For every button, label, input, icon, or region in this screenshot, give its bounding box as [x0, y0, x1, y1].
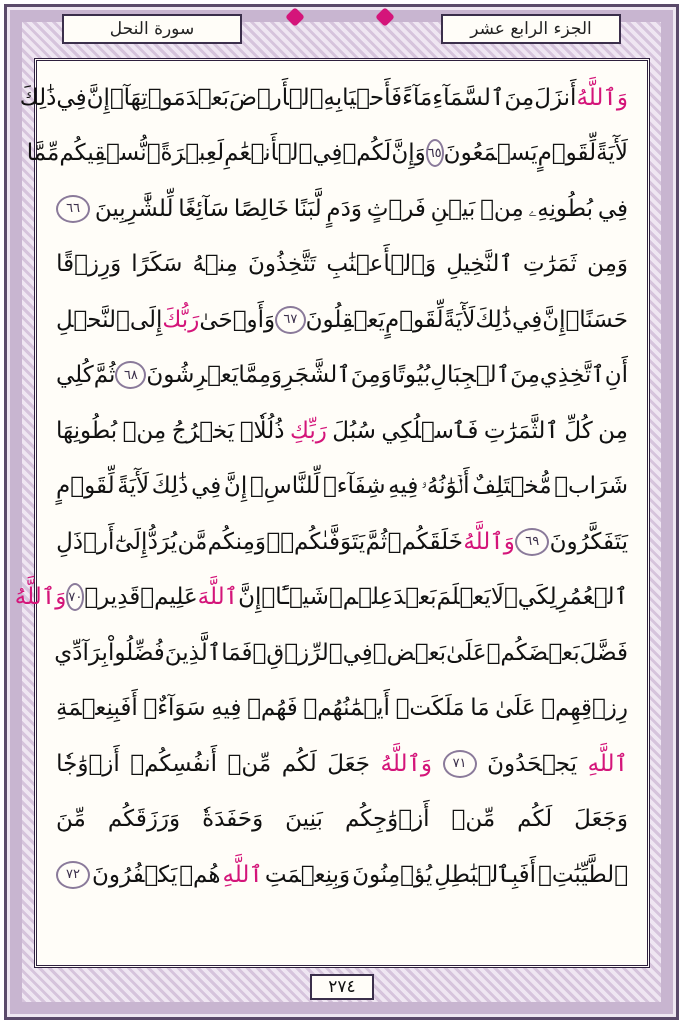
word: كُلِي: [56, 362, 94, 389]
quran-text-block: [14, 70, 628, 903]
word: وَدَمٍ: [326, 195, 363, 222]
word: كُلِّ: [564, 417, 593, 444]
word: يُرَدُّ: [147, 528, 178, 555]
text-line: [56, 792, 628, 848]
juz-title: الجزء الرابع عشر: [441, 14, 621, 44]
word: يَتَفَكَّرُونَ: [549, 528, 628, 555]
text-line: [56, 625, 628, 681]
word: مِنَ: [504, 84, 535, 111]
word: وَمِن: [587, 251, 628, 278]
word: فِي: [512, 306, 543, 333]
word: بَعۡدَ: [393, 584, 437, 611]
word: أَرۡذَلِ: [56, 528, 115, 555]
word: ثَمَرَٰتِ: [522, 251, 577, 278]
word: وَٱللَّهُ: [14, 584, 67, 611]
word: مُّخۡتَلِفٌ: [472, 473, 552, 500]
word: لِكَيۡ: [503, 584, 557, 611]
word: بَعۡضٖ: [372, 639, 447, 666]
word: مَا: [470, 695, 490, 722]
word: لَكُم: [281, 750, 317, 777]
ayah-number-marker: ٦٩: [515, 528, 549, 556]
word: لَكُم: [517, 806, 553, 833]
text-line: [56, 681, 628, 737]
word: لَعِبۡرَةًۖ: [146, 140, 225, 167]
word: لَأٓيَةً: [117, 473, 150, 500]
word: وَحَفَدَةٗ: [202, 806, 264, 833]
word: إِنَّ: [542, 306, 566, 333]
word: إِنَّ: [86, 84, 110, 111]
word: ٱلنَّحۡلِ: [56, 306, 130, 333]
ayah-number-marker: ٧١: [443, 750, 477, 778]
word: لَكُمۡ: [342, 140, 392, 167]
text-line: [56, 292, 628, 348]
word: وَرِزۡقًا: [56, 251, 122, 278]
word: وَٱللَّهُ: [463, 528, 515, 555]
word: لَأٓيَةً: [596, 140, 628, 167]
word: خَالِصًا: [233, 195, 290, 222]
word: مِّنۡ: [227, 750, 272, 777]
word: ٱلنَّخِيلِ: [446, 251, 513, 278]
word: بَعۡضَكُمۡ: [486, 639, 580, 666]
word: رِزۡقِهِمۡ: [541, 695, 628, 722]
word: لَا: [490, 584, 504, 611]
word: مِن: [598, 417, 628, 444]
word: يَجۡحَدُونَ: [487, 750, 578, 777]
word: مِّنَ: [56, 806, 86, 833]
text-line: [56, 348, 628, 404]
word: يَسۡمَعُونَ: [443, 140, 538, 167]
ayah-number-marker: ٦٨: [115, 361, 146, 389]
word: أَنِ: [604, 362, 628, 389]
word: فِي: [597, 195, 628, 222]
page-number: ٢٧٤: [310, 974, 374, 1000]
word: يَتَوَفَّىٰكُمۡۚ: [266, 528, 366, 555]
word: بِهِ: [323, 84, 343, 111]
word: أَزۡوَٰجٗا: [56, 750, 120, 777]
word: شِفَآءٞ: [322, 473, 386, 500]
word: وَأَوۡحَىٰ: [199, 306, 276, 333]
word: قَدِيرٞ: [84, 584, 141, 611]
word: أَيۡمَٰنُهُمۡ: [303, 695, 390, 722]
word: أَزۡوَٰجِكُم: [344, 806, 430, 833]
word: يَعۡرِشُونَ: [146, 362, 239, 389]
word: وَجَعَلَ: [574, 806, 628, 833]
word: عَلِيمٞ: [140, 584, 198, 611]
word: فَمَا: [221, 639, 253, 666]
word: ذُلُلٗاۚ: [239, 417, 285, 444]
word: فِي: [312, 140, 343, 167]
word: جَعَلَ: [327, 750, 370, 777]
word: فِيهِ: [211, 695, 242, 722]
text-line: [56, 736, 628, 792]
word: إِنَّ: [238, 584, 262, 611]
word: مِنۢ: [122, 417, 167, 444]
word: ثُمَّ: [365, 528, 388, 555]
word: مِّمَّا: [26, 140, 60, 167]
word: شَرَابٞ: [554, 473, 628, 500]
word: وَٱللَّهُ: [380, 750, 433, 777]
word: يَعۡقِلُونَ: [305, 306, 385, 333]
word: رَبُّكَ: [162, 306, 200, 333]
word: عَلَىٰ: [446, 639, 487, 666]
word: ٱلسَّمَآءِ: [432, 84, 505, 111]
word: هُمۡ: [179, 861, 221, 888]
word: وَبِنِعۡمَتِ: [264, 861, 351, 888]
word: وَرَزَقَكُم: [107, 806, 181, 833]
text-line: [56, 459, 628, 515]
word: فِي: [342, 639, 373, 666]
word: فَٱسۡلُكِي: [381, 417, 479, 444]
word: لَّبَنًا: [293, 195, 322, 222]
word: يَكۡفُرُونَ: [92, 861, 178, 888]
word: أَنزَلَ: [534, 84, 577, 111]
word: يَعۡلَمَ: [436, 584, 491, 611]
word: أَلۡوَٰنُهُۥ: [421, 473, 470, 500]
word: إِلَى: [129, 306, 163, 333]
word: يُؤۡمِنُونَ: [352, 861, 433, 888]
word: لَأٓيَةً: [443, 306, 476, 333]
word: بُطُونِهِۦ: [528, 195, 594, 222]
word: مَّن: [177, 528, 208, 555]
word: وَمِنَ: [350, 362, 392, 389]
word: مَوۡتِهَآۚ: [109, 84, 186, 111]
word: فَضَّلَ: [579, 639, 628, 666]
word: ٱلَّذِينَ: [164, 639, 222, 666]
word: ٱلرِّزۡقِۚ: [252, 639, 343, 666]
text-line: [56, 237, 628, 293]
word: رَبِّكِ: [289, 417, 327, 444]
word: يَخۡرُجُ: [171, 417, 235, 444]
word: ثُمَّ: [93, 362, 116, 389]
word: بَعۡدَ: [185, 84, 230, 111]
word: ٱللَّهِ: [222, 861, 263, 888]
word: لِّقَوۡمٍ: [537, 140, 597, 167]
word: ٱتَّخِذِي: [539, 362, 605, 389]
word: عَلَىٰ: [495, 695, 536, 722]
word: فِيهِ: [388, 473, 419, 500]
word: مَآءً: [402, 84, 433, 111]
word: ٱلۡأَرۡضَ: [229, 84, 324, 111]
word: وَٱلۡأَعۡنَٰبِ: [326, 251, 437, 278]
word: ذَٰلِكَ: [151, 473, 189, 500]
word: فِي: [191, 473, 222, 500]
word: نُّسۡقِيكُم: [59, 140, 147, 167]
word: سَآئِغًا: [178, 195, 230, 222]
word: فُضِّلُواْ: [107, 639, 165, 666]
word: سَكَرًا: [131, 251, 183, 278]
word: ذَٰلِكَ: [19, 84, 57, 111]
text-line: [14, 570, 628, 626]
word: ٱلشَّجَرِ: [282, 362, 351, 389]
ayah-number-marker: ٦٦: [56, 195, 90, 223]
word: ٱلۡعُمُرِ: [556, 584, 628, 611]
word: لِّقَوۡمٍ: [56, 473, 115, 500]
word: شَيۡـًٔاۚ: [261, 584, 329, 611]
word: أَفَبِٱلۡبَٰطِلِ: [434, 861, 537, 888]
ayah-number-marker: ٦٥: [426, 139, 444, 167]
word: ٱلطَّيِّبَٰتِۚ: [538, 861, 628, 888]
word: أَفَبِنِعۡمَةِ: [56, 695, 138, 722]
word: ٱلۡجِبَالِ: [430, 362, 511, 389]
surah-title: سورة النحل: [62, 14, 242, 44]
word: لِّلنَّاسِۚ: [249, 473, 321, 500]
word: وَإِنَّ: [391, 140, 426, 167]
text-line: [56, 403, 628, 459]
word: وَمِنكُم: [207, 528, 267, 555]
word: لِّلشَّٰرِبِينَ: [94, 195, 174, 222]
word: تَتَّخِذُونَ: [247, 251, 317, 278]
word: بِرَآدِّي: [54, 639, 108, 666]
word: مَلَكَتۡ: [395, 695, 465, 722]
word: فَرۡثٍ: [366, 195, 426, 222]
text-line: [19, 70, 628, 126]
text-line: [56, 847, 628, 903]
text-line: [26, 126, 628, 182]
ayah-number-marker: ٦٧: [275, 306, 306, 334]
word: فَأَحۡيَا: [342, 84, 403, 111]
word: بَيۡنِ: [430, 195, 476, 222]
word: خَلَقَكُمۡ: [387, 528, 463, 555]
word: أَنفُسِكُمۡ: [130, 750, 218, 777]
word: إِلَىٰٓ: [114, 528, 148, 555]
word: وَٱللَّهُ: [576, 84, 628, 111]
word: مِنۢ: [480, 195, 524, 222]
word: فِي: [56, 84, 87, 111]
word: إِنَّ: [223, 473, 248, 500]
word: ذَٰلِكَ: [475, 306, 513, 333]
word: ٱلثَّمَرَٰتِ: [483, 417, 559, 444]
word: ٱللَّهِ: [587, 750, 628, 777]
word: مِنَ: [510, 362, 540, 389]
word: مِنۡهُ: [192, 251, 238, 278]
word: حَسَنًاۚ: [565, 306, 628, 333]
word: بَنِينَ: [285, 806, 323, 833]
word: وَمِمَّا: [238, 362, 283, 389]
word: ٱلۡأَنۡعَٰمِ: [224, 140, 313, 167]
word: بُيُوتًا: [391, 362, 431, 389]
word: فَهُمۡ: [247, 695, 298, 722]
ayah-number-marker: ٧٢: [56, 861, 90, 889]
word: عِلۡمٖ: [328, 584, 394, 611]
ayah-number-marker: ٧٠: [66, 583, 84, 611]
word: ٱللَّهَ: [197, 584, 239, 611]
word: بُطُونِهَا: [56, 417, 118, 444]
word: سُبُلَ: [332, 417, 376, 444]
text-line: [56, 514, 628, 570]
word: مِّنۡ: [451, 806, 496, 833]
word: سَوَآءٌۚ: [143, 695, 206, 722]
text-line: [56, 181, 628, 237]
word: لِّقَوۡمٍ: [384, 306, 444, 333]
